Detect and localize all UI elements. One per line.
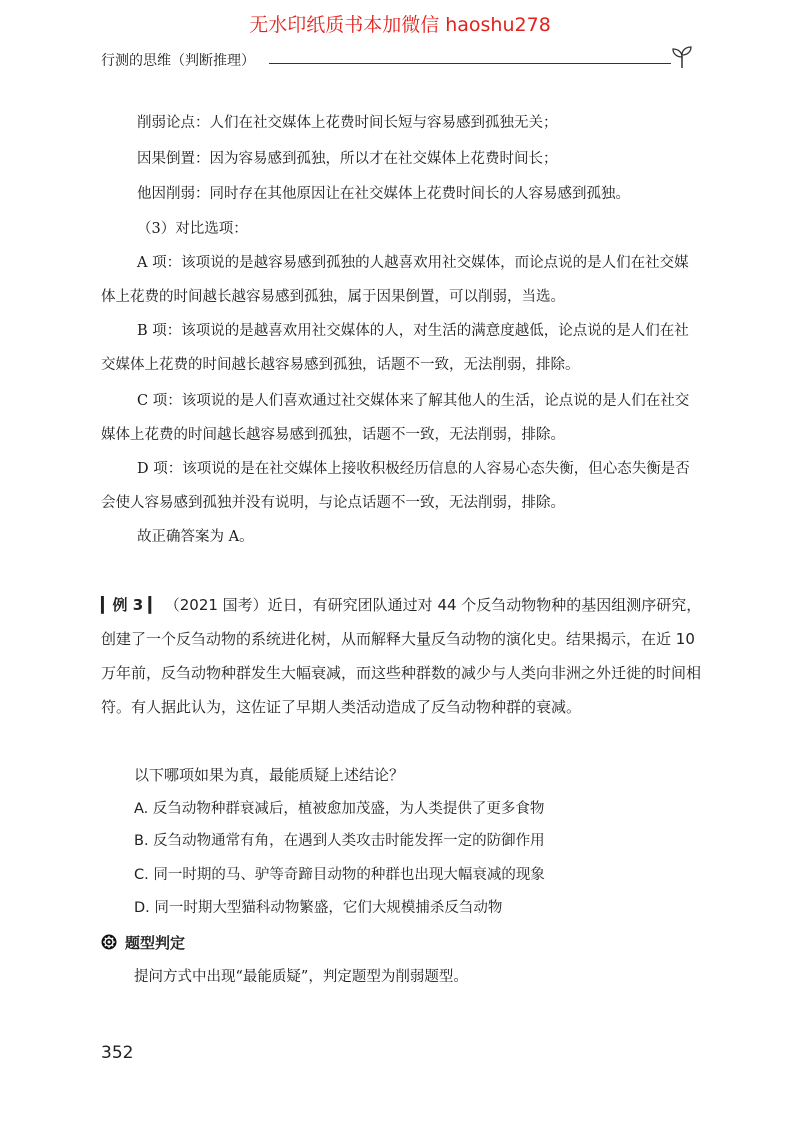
header-title: 行测的思维（判断推理） [101,53,255,69]
example-option-b: B. 反刍动物通常有角，在遇到人类攻击时能发挥一定的防御作用 [134,833,545,849]
example-block [101,588,713,724]
section-heading [101,928,185,956]
example-question: 以下哪项如果为真，最能质疑上述结论？ [134,766,405,784]
analysis-line: 他因削弱：同时存在其他原因让在社交媒体上花费时间长的人容易感到孤独。 [137,186,630,202]
example-option-d: D. 同一时期大型猫科动物繁盛，它们大规模捕杀反刍动物 [134,900,503,916]
gear-icon [101,934,117,950]
section-title: 题型判定 [125,933,186,952]
example-option-a: A. 反刍动物种群衰减后，植被愈加茂盛，为人类提供了更多食物 [134,801,545,817]
option-analysis-b: B 项：该项说的是越喜欢用社交媒体的人，对生活的满意度越低，论点说的是人们在社交媒体上花费的时间越长越容易感到孤独，话题不一致，无法削弱，排除。 [101,323,689,373]
section-text: 提问方式中出现“最能质疑”，判定题型为削弱题型。 [134,969,468,985]
header-rule [269,63,671,64]
example-option-c: C. 同一时期的马、驴等奇蹄目动物的种群也出现大幅衰减的现象 [134,867,545,883]
page-header [101,50,701,72]
analysis-line: 因果倒置：因为容易感到孤独，所以才在社交媒体上花费时间长； [137,151,558,167]
watermark-text: 无水印纸质书本加微信 haoshu278 [249,14,551,36]
option-analysis-c: C 项：该项说的是人们喜欢通过社交媒体来了解其他人的生活，论点说的是人们在社交媒体上花费的时间越长越容易感到孤独，话题不一致，无法削弱，排除。 [101,393,690,443]
example-text: （2021 国考）近日，有研究团队通过对 44 个反刍动物物种的基因组测序研究，创建了一个反刍动物的系统进化树，从而解释大量反刍动物的演化史。结果揭示，在近 10 万年前，反刍动物种群发生大幅衰减，而这些种群数的减少与人类向非洲之外迁徙的时间相符。有人据此认为，这佐证了早期人类活动造成了反刍动物种群的衰减。 [101,596,702,716]
sprout-icon [669,44,695,70]
page-number: 352 [101,1043,134,1063]
conclusion: 故正确答案为 A。 [137,529,254,545]
analysis-line: 削弱论点：人们在社交媒体上花费时间长短与容易感到孤独无关； [137,115,558,131]
compare-heading: （3）对比选项： [137,221,248,237]
example-label: ▎例 3 ▎ [101,596,160,614]
option-analysis-a: A 项：该项说的是越容易感到孤独的人越喜欢用社交媒体，而论点说的是人们在社交媒体上花费的时间越长越容易感到孤独，属于因果倒置，可以削弱，当选。 [101,255,689,305]
option-analysis-d: D 项：该项说的是在社交媒体上接收积极经历信息的人容易心态失衡，但心态失衡是否会使人容易感到孤独并没有说明，与论点话题不一致，无法削弱，排除。 [101,461,690,511]
